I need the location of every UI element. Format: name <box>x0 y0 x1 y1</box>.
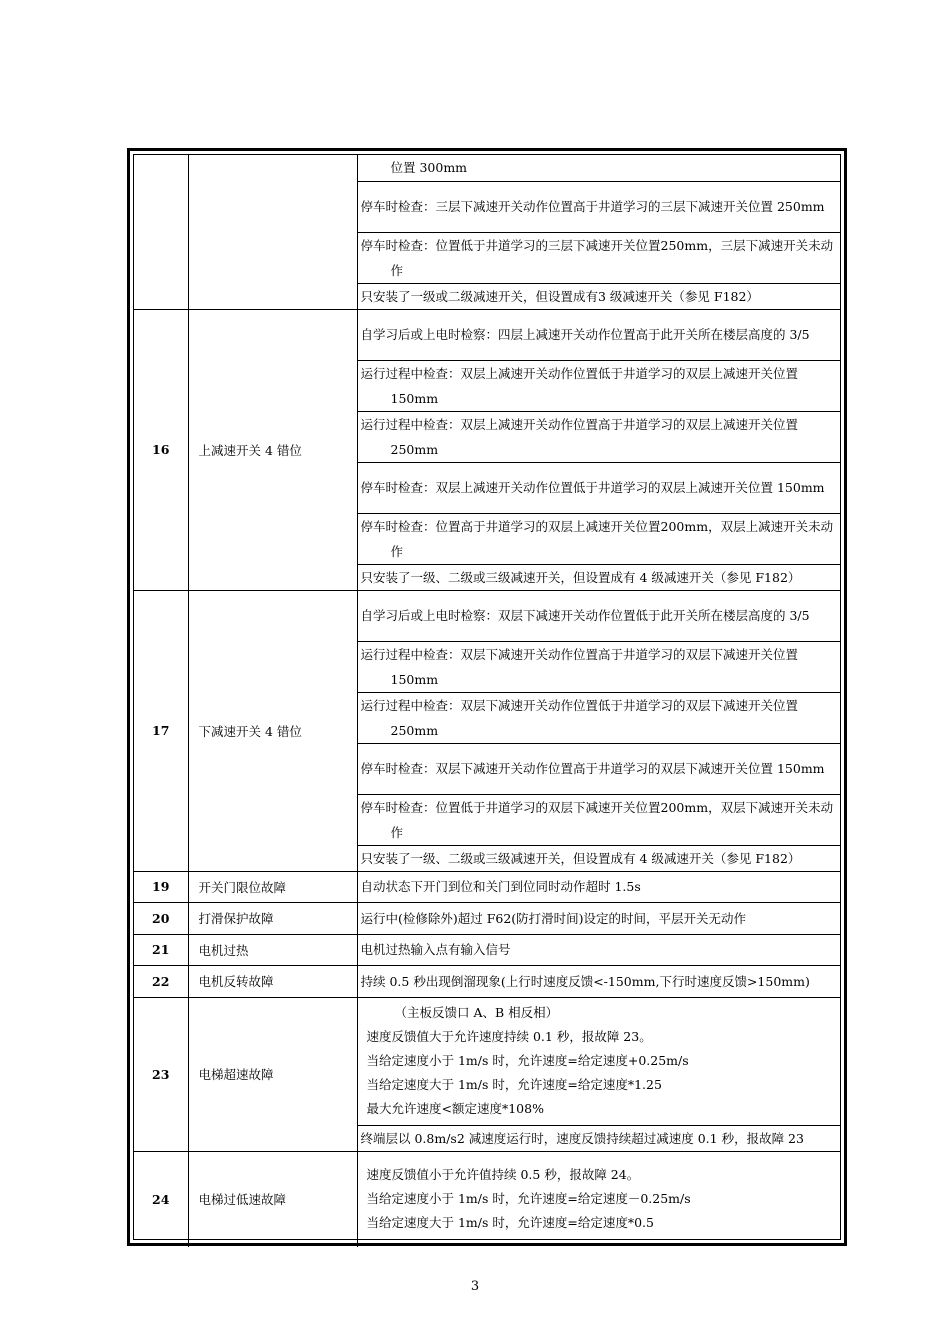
condition-text: 运行过程中检查：双层上减速开关动作位置高于井道学习的双层上减速开关位置 250mm <box>360 416 799 457</box>
condition-text: 只安装了一级或二级减速开关，但设置成有3 级减速开关（参见 F182） <box>360 288 759 304</box>
table-row <box>134 997 840 1125</box>
fault-name: 开关门限位故障 <box>188 871 357 902</box>
fault-condition <box>357 1125 840 1151</box>
table-row <box>134 590 840 641</box>
fault-condition <box>357 155 840 181</box>
fault-condition <box>357 641 840 692</box>
condition-text: 运行过程中检查：双层上减速开关动作位置低于井道学习的双层上减速开关位置 150mm <box>360 365 799 406</box>
condition-text: 运行过程中检查：双层下减速开关动作位置低于井道学习的双层下减速开关位置 250mm <box>360 697 799 738</box>
fault-name: 电机过热 <box>188 934 357 965</box>
fault-condition <box>357 283 840 309</box>
fault-condition <box>357 871 840 902</box>
table-inner-border <box>133 154 841 1240</box>
table-row <box>134 309 840 360</box>
fault-code: 23 <box>134 997 188 1151</box>
condition-line: 速度反馈值小于允许值持续 0.5 秒，报故障 24。 <box>366 1167 640 1183</box>
fault-code: 22 <box>134 965 188 997</box>
fault-code: 17 <box>134 590 188 871</box>
table-row <box>134 1151 840 1247</box>
condition-line: （主板反馈口 A、B 相反相） <box>394 1005 559 1020</box>
condition-line: 速度反馈值大于允许速度持续 0.1 秒，报故障 23。 <box>366 1029 652 1044</box>
fault-code: 20 <box>134 902 188 934</box>
fault-code: 16 <box>134 309 188 590</box>
condition-text: 停车时检查：三层下减速开关动作位置高于井道学习的三层下减速开关位置 250mm <box>360 199 825 214</box>
fault-condition <box>357 590 840 641</box>
fault-condition <box>357 513 840 564</box>
fault-condition <box>357 360 840 411</box>
fault-condition <box>357 564 840 590</box>
fault-code: 24 <box>134 1151 188 1247</box>
fault-condition <box>357 181 840 232</box>
condition-line: 当给定速度小于 1m/s 时，允许速度=给定速度+0.25m/s <box>366 1053 689 1068</box>
fault-name: 电梯超速故障 <box>188 997 357 1151</box>
fault-code <box>134 155 188 309</box>
condition-text: 自学习后或上电时检察：双层下减速开关动作位置低于此开关所在楼层高度的 3/5 <box>360 608 810 623</box>
condition-text: 停车时检查：位置低于井道学习的三层下减速开关位置250mm，三层下减速开关未动作 <box>360 237 834 278</box>
condition-text: 停车时检查：位置高于井道学习的双层上减速开关位置200mm，双层上减速开关未动作 <box>360 518 834 559</box>
condition-text: 持续 0.5 秒出现倒溜现象(上行时速度反馈<-150mm,下行时速度反馈>150mm) <box>360 973 810 989</box>
table-frame <box>127 148 847 1246</box>
condition-line: 最大允许速度<额定速度*108% <box>366 1101 544 1116</box>
fault-name: 电梯过低速故障 <box>188 1151 357 1247</box>
fault-code: 21 <box>134 934 188 965</box>
fault-condition <box>357 845 840 871</box>
condition-text: 终端层以 0.8m/s2 减速度运行时，速度反馈持续超过减速度 0.1 秒，报故障 23 <box>360 1130 804 1146</box>
fault-name: 电机反转故障 <box>188 965 357 997</box>
condition-text: 停车时检查：双层上减速开关动作位置低于井道学习的双层上减速开关位置 150mm <box>360 480 825 495</box>
fault-condition <box>357 902 840 934</box>
condition-text: 只安装了一级、二级或三级减速开关，但设置成有 4 级减速开关（参见 F182） <box>360 850 801 866</box>
fault-condition-block <box>357 1151 840 1247</box>
condition-text: 运行中(检修除外)超过 F62(防打滑时间)设定的时间，平层开关无动作 <box>360 910 747 926</box>
condition-text: 停车时检查：位置低于井道学习的双层下减速开关位置200mm，双层下减速开关未动作 <box>360 799 834 840</box>
fault-condition <box>357 411 840 462</box>
table-row <box>134 902 840 934</box>
table-row <box>134 155 840 181</box>
fault-condition <box>357 794 840 845</box>
condition-text: 电机过热输入点有输入信号 <box>360 942 511 957</box>
condition-text: 自学习后或上电时检察：四层上减速开关动作位置高于此开关所在楼层高度的 3/5 <box>360 327 810 342</box>
fault-code: 19 <box>134 871 188 902</box>
fault-condition <box>357 232 840 283</box>
table-row <box>134 934 840 965</box>
fault-condition <box>357 934 840 965</box>
fault-name: 打滑保护故障 <box>188 902 357 934</box>
fault-condition <box>357 965 840 997</box>
condition-text: 停车时检查：双层下减速开关动作位置高于井道学习的双层下减速开关位置 150mm <box>360 761 825 776</box>
table-row <box>134 871 840 902</box>
fault-condition <box>357 462 840 513</box>
fault-name: 上减速开关 4 错位 <box>188 309 357 590</box>
condition-line: 当给定速度大于 1m/s 时，允许速度=给定速度*1.25 <box>366 1077 662 1092</box>
fault-name: 下减速开关 4 错位 <box>188 590 357 871</box>
fault-condition <box>357 692 840 743</box>
fault-condition <box>357 309 840 360</box>
condition-text: 运行过程中检查：双层下减速开关动作位置高于井道学习的双层下减速开关位置 150mm <box>360 646 799 687</box>
fault-table <box>134 155 840 1247</box>
fault-name <box>188 155 357 309</box>
condition-text: 位置 300mm <box>390 160 468 176</box>
condition-line: 当给定速度小于 1m/s 时，允许速度=给定速度－0.25m/s <box>366 1191 691 1207</box>
table-row <box>134 965 840 997</box>
condition-text: 只安装了一级、二级或三级减速开关，但设置成有 4 级减速开关（参见 F182） <box>360 569 801 585</box>
page-number: 3 <box>470 1279 480 1294</box>
fault-condition <box>357 743 840 794</box>
condition-line: 当给定速度大于 1m/s 时，允许速度=给定速度*0.5 <box>366 1215 654 1231</box>
fault-condition-block <box>357 997 840 1125</box>
condition-text: 自动状态下开门到位和关门到位同时动作超时 1.5s <box>360 879 641 894</box>
